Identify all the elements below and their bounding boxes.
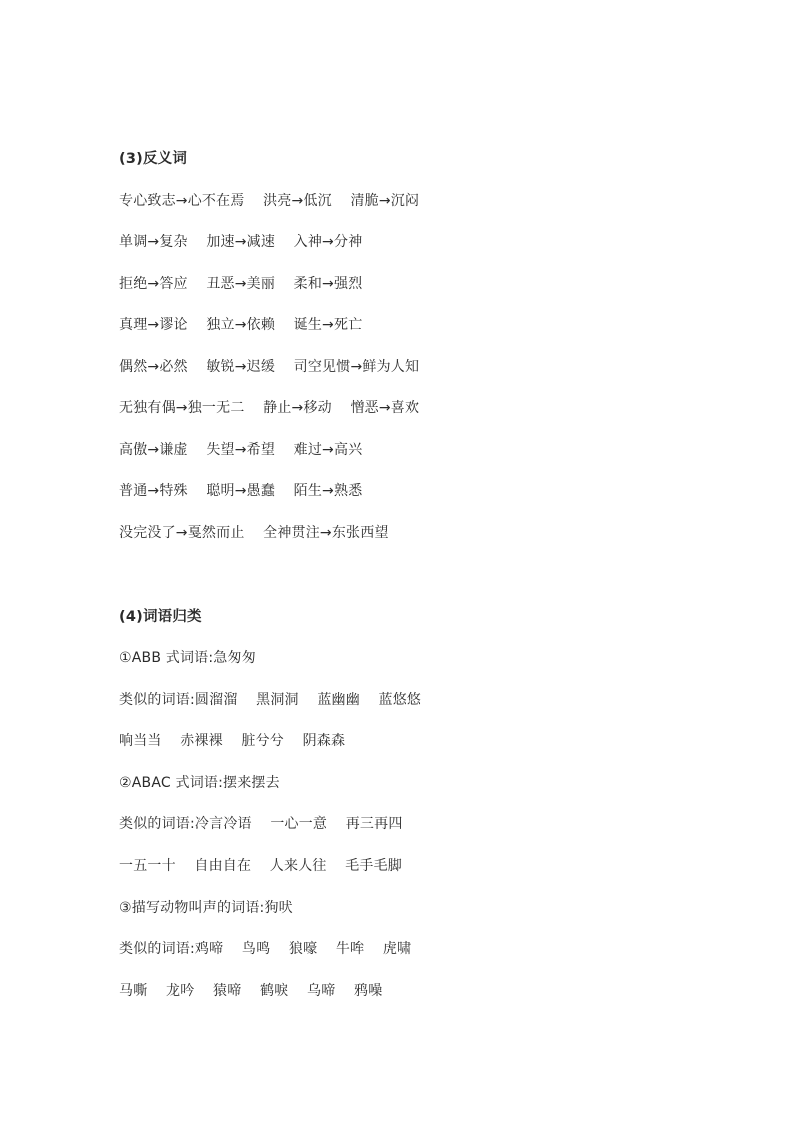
antonym-line-6: 无独有偶→独一无二 静止→移动 憎恶→喜欢 bbox=[119, 400, 420, 416]
antonym-line-9: 没完没了→戛然而止 全神贯注→东张西望 bbox=[119, 525, 389, 541]
antonym-line-8: 普通→特殊 聪明→愚蠢 陌生→熟悉 bbox=[119, 483, 363, 499]
category-line-8: 类似的词语:鸡啼 鸟鸣 狼嚎 牛哞 虎啸 bbox=[119, 941, 412, 957]
antonym-line-4: 真理→谬论 独立→依赖 诞生→死亡 bbox=[119, 317, 363, 333]
antonym-line-2: 单调→复杂 加速→减速 入神→分神 bbox=[119, 234, 363, 250]
category-line-3: 响当当 赤裸裸 脏兮兮 阴森森 bbox=[119, 733, 346, 749]
category-line-1: ①ABB 式词语:急匆匆 bbox=[119, 650, 256, 666]
antonym-line-1: 专心致志→心不在焉 洪亮→低沉 清脆→沉闷 bbox=[119, 193, 420, 209]
category-line-4: ②ABAC 式词语:摆来摆去 bbox=[119, 775, 280, 791]
antonym-line-7: 高傲→谦虚 失望→希望 难过→高兴 bbox=[119, 442, 363, 458]
category-line-6: 一五一十 自由自在 人来人往 毛手毛脚 bbox=[119, 858, 403, 874]
section-heading-word-categories: (4)词语归类 bbox=[119, 609, 202, 625]
antonym-line-5: 偶然→必然 敏锐→迟缓 司空见惯→鲜为人知 bbox=[119, 359, 420, 375]
section-heading-antonyms: (3)反义词 bbox=[119, 151, 188, 167]
antonym-line-3: 拒绝→答应 丑恶→美丽 柔和→强烈 bbox=[119, 276, 363, 292]
category-line-9: 马嘶 龙吟 猿啼 鹤唳 乌啼 鸦噪 bbox=[119, 983, 383, 999]
category-line-5: 类似的词语:冷言冷语 一心一意 再三再四 bbox=[119, 816, 403, 832]
category-line-7: ③描写动物叫声的词语:狗吠 bbox=[119, 900, 293, 916]
category-line-2: 类似的词语:圆溜溜 黑洞洞 蓝幽幽 蓝悠悠 bbox=[119, 692, 422, 708]
